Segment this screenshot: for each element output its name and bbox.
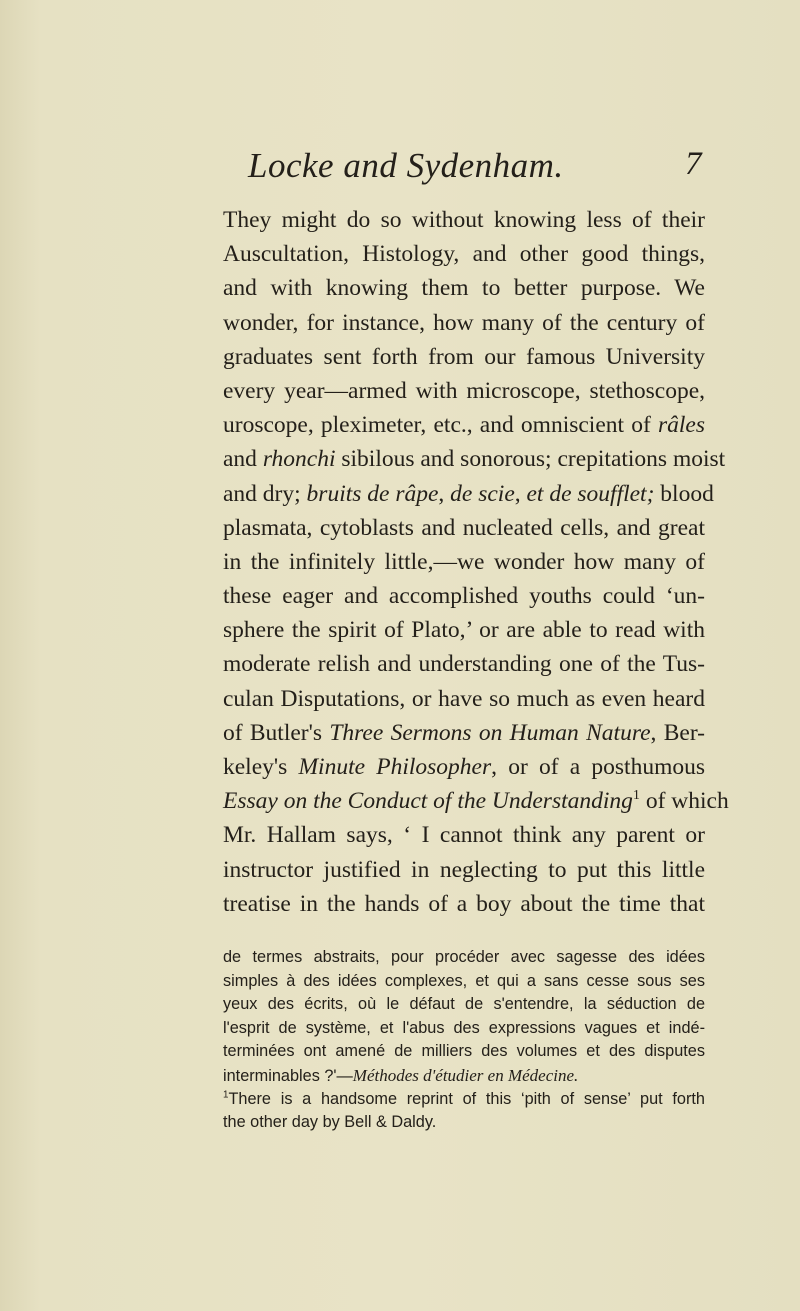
text-span: ,: [438, 480, 445, 507]
footnote-marker: 1: [632, 787, 640, 804]
italic-term: râles: [658, 412, 705, 439]
running-title: Locke and Sydenham.: [248, 146, 564, 185]
text-line: these eager and accomplished youths could ‘un-: [223, 583, 705, 610]
book-title: Three Sermons on Human Nature: [329, 719, 651, 746]
footnote-line: [223, 1088, 705, 1112]
text-line: [223, 477, 714, 511]
text-line: graduates sent forth from our famous University: [223, 343, 705, 370]
text-line: treatise in the hands of a boy about the time that: [223, 890, 705, 917]
text-line: plasmata, cytoblasts and nucleated cells, and great: [223, 514, 705, 541]
footnote-line: terminées ont amené de milliers des volumes et des disputes: [223, 1042, 705, 1061]
text-span: interminables ?'—: [223, 1066, 353, 1085]
page-number: 7: [685, 146, 702, 182]
text-line: and with knowing them to better purpose. We: [223, 275, 705, 302]
footnote-line: simples à des idées complexes, et qui a sans cesse sous ses: [223, 971, 705, 990]
italic-term: bruits de râpe: [306, 480, 439, 507]
text-line: [223, 784, 729, 818]
text-span: and: [223, 446, 257, 473]
page-header: [0, 146, 800, 186]
text-line: every year—armed with microscope, stethoscope,: [223, 377, 705, 404]
text-line: Mr. Hallam says, ‘ I cannot think any parent or: [223, 822, 705, 849]
italic-term: de scie: [450, 480, 515, 507]
text-line: moderate relish and understanding one of the Tus-: [223, 651, 705, 678]
footnote-line: yeux des écrits, où le défaut de s'entendre, la séduction de: [223, 995, 705, 1014]
book-title: Minute Philosopher: [298, 754, 492, 780]
text-line: Auscultation, Histology, and other good things,: [223, 241, 705, 268]
cited-work: Méthodes d'étudier en Médecine.: [352, 1065, 579, 1085]
footnote-line: [223, 1064, 705, 1088]
footnote-line: de termes abstraits, pour procéder avec sagesse des idées: [223, 948, 705, 966]
text-line: culan Disputations, or have so much as even heard: [223, 685, 705, 712]
text-line: sphere the spirit of Plato,’ or are able to read with: [223, 617, 705, 644]
text-line: in the infinitely little,—we wonder how many of: [223, 548, 705, 575]
text-line: instructor justified in neglecting to put this little: [223, 856, 705, 883]
text-line: [223, 750, 705, 784]
footnote-line: the other day by Bell & Daldy.: [223, 1113, 437, 1132]
text-span: , or of a posthumous: [491, 754, 705, 780]
main-text: [223, 203, 729, 921]
text-span: There is a handsome reprint of this ‘pith of sense’ put forth: [228, 1089, 705, 1108]
text-line: [223, 442, 726, 476]
text-span: uroscope, pleximeter, etc., and omniscient of: [223, 412, 651, 439]
italic-term: rhonchi: [262, 446, 336, 473]
text-span: ,: [514, 480, 521, 507]
text-line: wonder, for instance, how many of the century of: [223, 309, 705, 336]
footnote-number: 1: [223, 1089, 229, 1101]
text-span: of Butler's: [223, 719, 322, 746]
book-title: Essay on the Conduct of the Understanding: [223, 788, 633, 815]
text-line: [223, 408, 705, 442]
italic-term: et de soufflet;: [526, 480, 655, 507]
text-line: [223, 716, 705, 750]
footnotes: [223, 946, 705, 1135]
text-span: sibilous and sonorous; crepitations moist: [341, 446, 726, 473]
text-span: and dry;: [223, 480, 301, 507]
text-span: keley's: [223, 754, 288, 780]
footnote-line: l'esprit de système, et l'abus des expressions vagues et indé-: [223, 1018, 705, 1037]
text-span: blood: [660, 480, 714, 507]
text-line: They might do so without knowing less of their: [223, 207, 705, 233]
text-span: of which: [645, 788, 729, 815]
text-span: , Ber-: [650, 719, 705, 746]
